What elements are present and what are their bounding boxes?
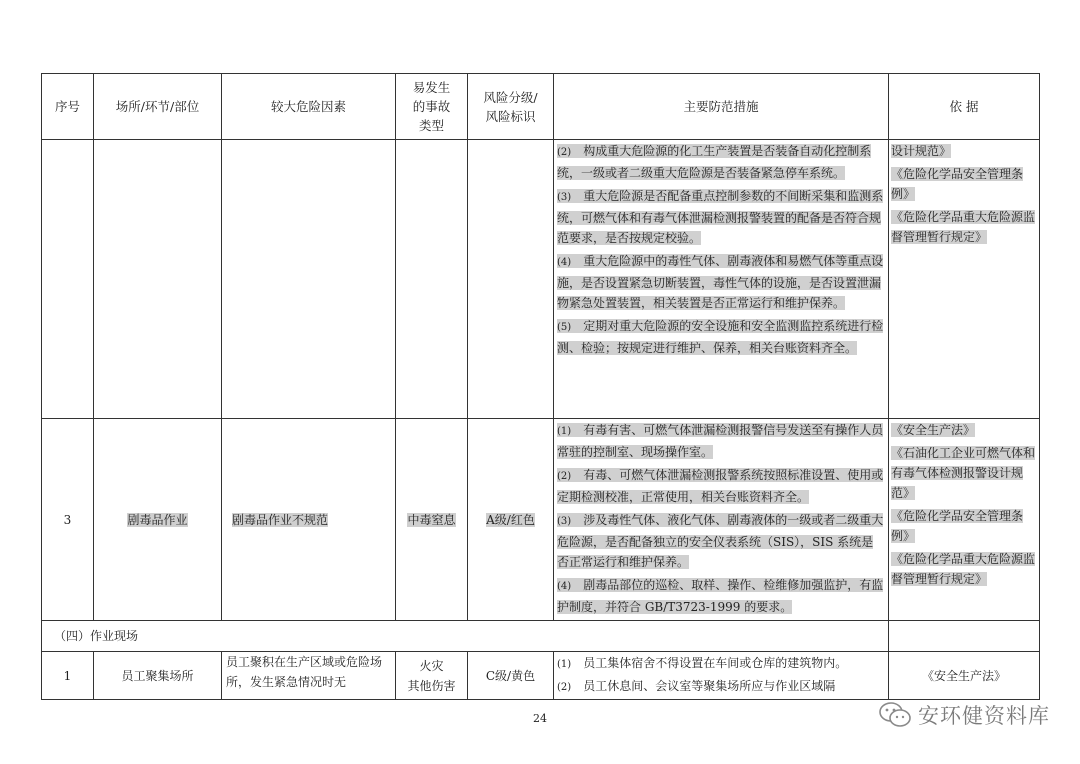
cell-basis (889, 419, 1040, 621)
measure-item: (4) 剧毒品部位的巡检、取样、操作、检维修加强监护，有监护制度，并符合 GB/T3723-1999 的要求。 (557, 578, 884, 614)
cell-empty (396, 140, 468, 419)
cell-measures (554, 140, 889, 419)
cell-basis (889, 140, 1040, 419)
table-header-row (42, 74, 1040, 140)
cell-empty (889, 621, 1040, 652)
table-row-continued (42, 140, 1040, 419)
cell-seq: 3 (42, 419, 94, 621)
cell-basis: 《安全生产法》 (889, 652, 1040, 700)
cell-empty (222, 140, 396, 419)
measure-item: (2) 构成重大危险源的化工生产装置是否装备自动化控制系统，一级或者二级重大危险源是否装备紧急停车系统。 (557, 144, 872, 180)
header-measures: 主要防范措施 (554, 74, 889, 140)
section-title: （四）作业现场 (42, 621, 889, 652)
watermark-text: 安环健资料库 (918, 704, 1050, 728)
measure-item: (1) 有毒有害、可燃气体泄漏检测报警信号发送至有操作人员常驻的控制室、现场操作室。 (557, 423, 884, 459)
cell-measures (554, 652, 889, 700)
header-accident-type: 易发生 的事故 类型 (396, 74, 468, 140)
header-basis: 依 据 (889, 74, 1040, 140)
risk-table (41, 73, 1040, 700)
basis-item: 《危险化学品安全管理条例》 (891, 167, 1024, 201)
cell-seq: 1 (42, 652, 94, 700)
basis-item: 《石油化工企业可燃气体和有毒气体检测报警设计规范》 (891, 446, 1036, 500)
cell-hazard: 剧毒品作业不规范 (222, 419, 396, 621)
basis-item: 《安全生产法》 (891, 423, 976, 437)
wechat-icon (878, 701, 912, 729)
cell-measures (554, 419, 889, 621)
cell-risk-level: C级/黄色 (468, 652, 554, 700)
page-number: 24 (533, 712, 547, 725)
cell-accident: 中毒窒息 (396, 419, 468, 621)
header-hazard: 较大危险因素 (222, 74, 396, 140)
header-risk-level: 风险分级/ 风险标识 (468, 74, 554, 140)
header-seq: 序号 (42, 74, 94, 140)
measure-item: (1) 员工集体宿舍不得设置在车间或仓库的建筑物内。 (557, 656, 848, 670)
cell-empty (94, 140, 222, 419)
measure-item: (3) 重大危险源是否配备重点控制参数的不间断采集和监测系统，可燃气体和有毒气体泄漏检测报警装置的配备是否符合规范要求，是否按规定校验。 (557, 189, 884, 245)
cell-empty (468, 140, 554, 419)
measure-item: (3) 涉及毒性气体、液化气体、剧毒液体的一级或者二级重大危险源，是否配备独立的安全仪表系统（SIS），SIS 系统是否正常运行和维护保养。 (557, 513, 884, 569)
basis-item: 《危险化学品安全管理条例》 (891, 509, 1024, 543)
cell-empty (42, 140, 94, 419)
section-row (42, 621, 1040, 652)
cell-accident: 火灾 其他伤害 (396, 652, 468, 700)
table-row (42, 419, 1040, 621)
measure-item: (4) 重大危险源中的毒性气体、剧毒液体和易燃气体等重点设施，是否设置紧急切断装置，毒性气体的设施，是否设置泄漏物紧急处置装置，相关装置是否正常运行和维护保养。 (557, 254, 884, 310)
cell-place: 剧毒品作业 (94, 419, 222, 621)
watermark (878, 700, 1050, 730)
table-row (42, 652, 1040, 700)
basis-item: 《危险化学品重大危险源监督管理暂行规定》 (891, 552, 1036, 586)
cell-risk-level: A级/红色 (468, 419, 554, 621)
cell-hazard: 员工聚积在生产区域或危险场所，发生紧急情况时无 (222, 652, 396, 700)
measure-item: (2) 有毒、可燃气体泄漏检测报警系统按照标准设置、使用或定期检测校准，正常使用，相关台账资料齐全。 (557, 468, 884, 504)
measure-item: (2) 员工休息间、会议室等聚集场所应与作业区域隔 (557, 679, 836, 693)
basis-item: 设计规范》 (891, 144, 952, 158)
cell-place: 员工聚集场所 (94, 652, 222, 700)
basis-item: 《危险化学品重大危险源监督管理暂行规定》 (891, 210, 1036, 244)
measure-item: (5) 定期对重大危险源的安全设施和安全监测监控系统进行检测、检验；按规定进行维护、保养，相关台账资料齐全。 (557, 319, 884, 355)
header-place: 场所/环节/部位 (94, 74, 222, 140)
